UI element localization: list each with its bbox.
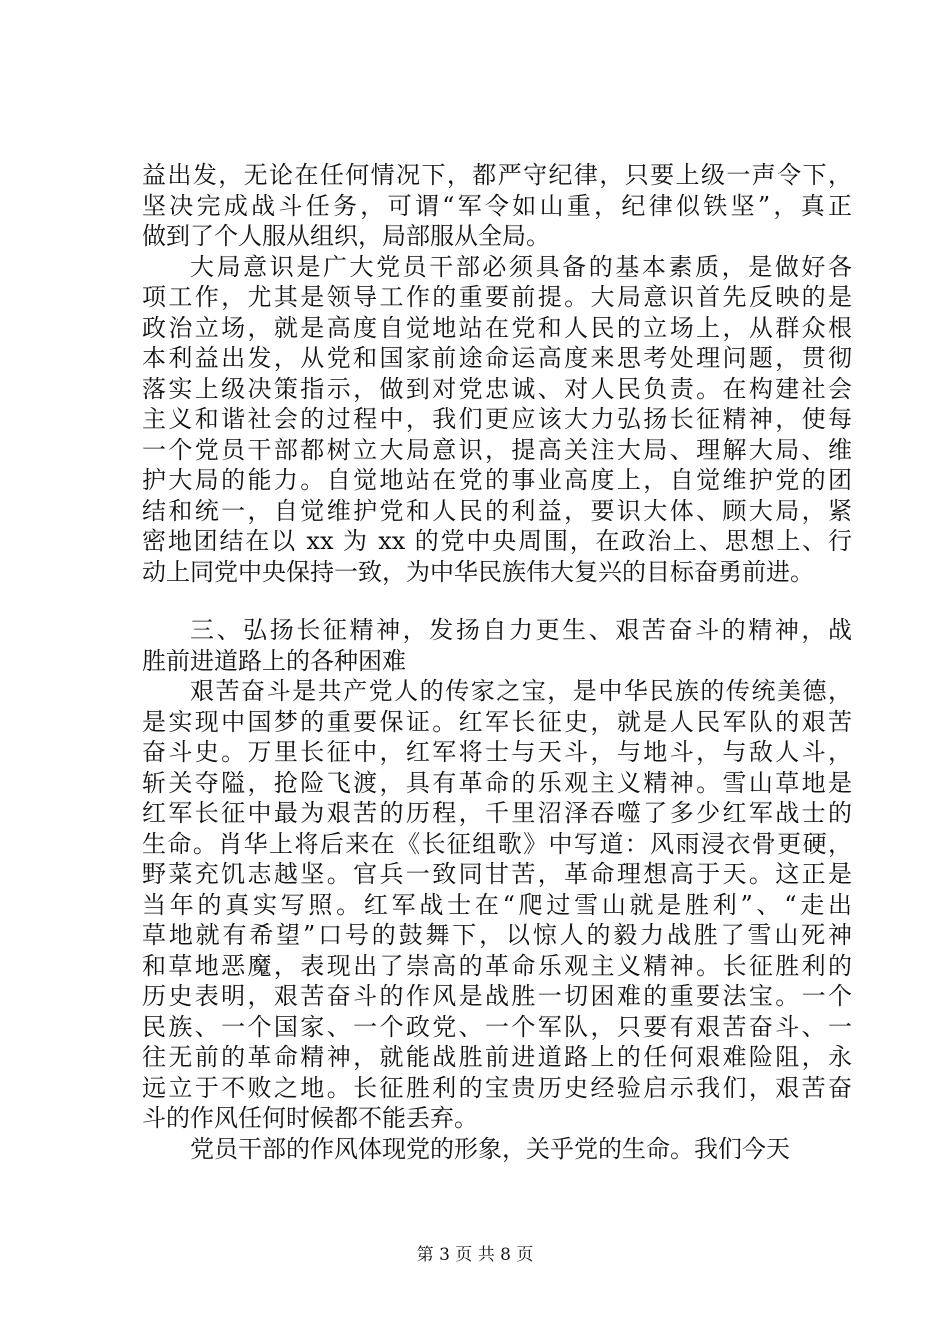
document-body (142, 160, 852, 1164)
text-line: 是实现中国梦的重要保证。红军长征史，就是人民军队的艰苦 (142, 707, 852, 736)
text-line: 生命。肖华上将后来在《长征组歌》中写道：风雨浸衣骨更硬， (142, 829, 852, 858)
section-gap (142, 587, 852, 615)
text-line: 草地就有希望”口号的鼓舞下，以惊人的毅力战胜了雪山死神 (142, 921, 852, 949)
text-line: 动上同党中央保持一致，为中华民族伟大复兴的目标奋勇前进。 (142, 557, 814, 586)
text-line: 坚决完成战斗任务，可谓“军令如山重，纪律似铁坚”，真正 (142, 191, 852, 220)
paragraph (142, 1134, 852, 1165)
text-line: 做到了个人服从组织，局部服从全局。 (142, 222, 550, 250)
text-line: 护大局的能力。自觉地站在党的事业高度上，自觉维护党的团 (142, 466, 852, 494)
text-line: 落实上级决策指示，做到对党忠诚、对人民负责。在构建社会 (142, 374, 852, 403)
text-line: 远立于不败之地。长征胜利的宝贵历史经验启示我们，艰苦奋 (142, 1073, 852, 1102)
text-line: 三、弘扬长征精神，发扬自力更生、艰苦奋斗的精神，战 (190, 616, 852, 644)
text-line: 项工作，尤其是领导工作的重要前提。大局意识首先反映的是 (142, 283, 852, 311)
text-line: 本利益出发，从党和国家前途命运高度来思考处理问题，贯彻 (142, 344, 852, 372)
text-line: 艰苦奋斗是共产党人的传家之宝，是中华民族的传统美德， (190, 677, 852, 705)
page-number-label: 第 3 页 共 8 页 (416, 1245, 534, 1265)
text-line: 红军长征中最为艰苦的历程，千里沼泽吞噬了多少红军战士的 (142, 799, 852, 827)
paragraph (142, 160, 852, 252)
paragraph (142, 676, 852, 1134)
text-line: 主义和谐社会的过程中，我们更应该大力弘扬长征精神，使每 (142, 405, 852, 433)
text-line: 斗的作风任何时候都不能丢弃。 (142, 1104, 478, 1132)
text-line: 大局意识是广大党员干部必须具备的基本素质，是做好各 (190, 252, 852, 281)
text-line: 野菜充饥志越坚。官兵一致同甘苦，革命理想高于天。这正是 (142, 860, 852, 888)
text-line: 一个党员干部都树立大局意识，提高关注大局、理解大局、维 (142, 435, 852, 464)
page-footer (0, 1244, 950, 1266)
section-heading (142, 615, 852, 676)
text-line: 密地团结在以 xx 为 xx 的党中央周围，在政治上、思想上、行 (142, 527, 852, 555)
text-line: 和草地恶魔，表现出了崇高的革命乐观主义精神。长征胜利的 (142, 951, 852, 980)
text-line: 历史表明，艰苦奋斗的作风是战胜一切困难的重要法宝。一个 (142, 982, 852, 1010)
text-line: 胜前进道路上的各种困难 (142, 646, 406, 675)
text-line: 政治立场，就是高度自觉地站在党和人民的立场上，从群众根 (142, 313, 852, 342)
paragraph (142, 252, 852, 588)
text-line: 益出发，无论在任何情况下，都严守纪律，只要上级一声令下， (142, 161, 852, 189)
text-line: 奋斗史。万里长征中，红军将士与天斗，与地斗，与敌人斗， (142, 738, 852, 766)
text-line: 斩关夺隘，抢险飞渡，具有革命的乐观主义精神。雪山草地是 (142, 768, 852, 797)
text-line: 往无前的革命精神，就能战胜前进道路上的任何艰难险阻，永 (142, 1043, 852, 1071)
text-line: 民族、一个国家、一个政党、一个军队，只要有艰苦奋斗、一 (142, 1012, 852, 1041)
text-line: 党员干部的作风体现党的形象，关乎党的生命。我们今天 (190, 1134, 790, 1163)
text-line: 当年的真实写照。红军战士在“爬过雪山就是胜利”、“走出 (142, 890, 852, 919)
text-line: 结和统一，自觉维护党和人民的利益，要识大体、顾大局，紧 (142, 496, 852, 525)
